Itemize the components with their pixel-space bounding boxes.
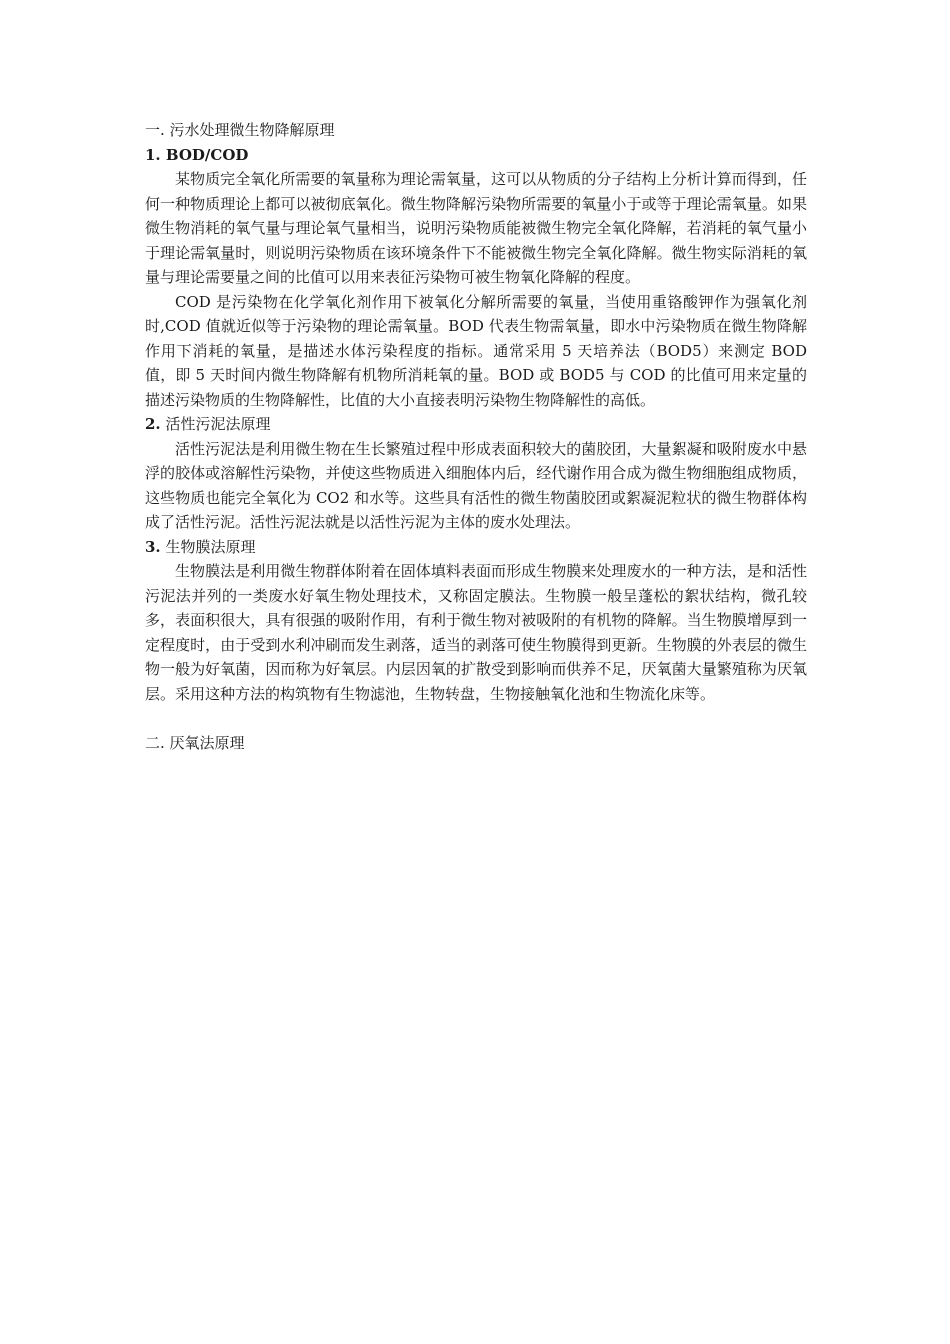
subsection-number: 2. bbox=[145, 415, 161, 433]
blank-line bbox=[145, 706, 807, 731]
paragraph-activated-sludge: 活性污泥法是利用微生物在生长繁殖过程中形成表面积较大的菌胶团，大量絮凝和吸附废水中悬浮的胶体或溶解性污染物，并使这些物质进入细胞体内后，经代谢作用合成为微生物细胞组成物质，这些物质也能完全氧化为 CO2 和水等。这些具有活性的微生物菌胶团或絮凝泥粒状的微生物群体构成了活性污泥。活性污泥法就是以活性污泥为主体的废水处理法。 bbox=[145, 439, 807, 531]
paragraph-biofilm: 生物膜法是利用微生物群体附着在固体填料表面而形成生物膜来处理废水的一种方法，是和活性污泥法并列的一类废水好氧生物处理技术，又称固定膜法。生物膜一般呈蓬松的絮状结构，微孔较多，表面积很大，具有很强的吸附作用，有利于微生物对被吸附的有机物的降解。当生物膜增厚到一定程度时，由于受到水利冲刷而发生剥落，适当的剥落可使生物膜得到更新。生物膜的外表层的微生物一般为好氧菌，因而称为好氧层。内层因氧的扩散受到影响而供养不足，厌氧菌大量繁殖称为厌氧层。采用这种方法的构筑物有生物滤池，生物转盘，生物接触氧化池和生物流化床等。 bbox=[145, 562, 807, 703]
subsection-heading-bod-cod: 1. BOD/COD bbox=[145, 145, 249, 164]
paragraph-theoretical-oxygen-demand: 某物质完全氧化所需要的氧量称为理论需氧量，这可以从物质的分子结构上分析计算而得到，任何一种物质理论上都可以被彻底氧化。微生物降解污染物所需要的氧量小于或等于理论需氧量。如果微生物消耗的氧气量与理论氧气量相当，说明污染物质能被微生物完全氧化降解，若消耗的氧气量小于理论需氧量时，则说明污染物质在该环境条件下不能被微生物完全氧化降解。微生物实际消耗的氧量与理论需要量之间的比值可以用来表征污染物可被生物氧化降解的程度。 bbox=[145, 170, 807, 286]
subsection-title: 活性污泥法原理 bbox=[165, 415, 271, 433]
subsection-heading-activated-sludge bbox=[145, 412, 807, 437]
document-body bbox=[145, 118, 807, 755]
subsection-heading-biofilm bbox=[145, 535, 807, 560]
section-heading-1: 一. 污水处理微生物降解原理 bbox=[145, 121, 335, 139]
subsection-title: 生物膜法原理 bbox=[165, 537, 256, 556]
section-heading-2: 二. 厌氧法原理 bbox=[145, 733, 245, 752]
subsection-number: 3. bbox=[145, 537, 161, 556]
paragraph-cod-bod: COD 是污染物在化学氧化剂作用下被氧化分解所需要的氧量，当使用重铬酸钾作为强氧化剂时,COD 值就近似等于污染物的理论需氧量。BOD 代表生物需氧量，即水中污染物质在微生物降解作用下消耗的氧量，是描述水体污染程度的指标。通常采用 5 天培养法（BOD5）来测定 BOD 值，即 5 天时间内微生物降解有机物所消耗氧的量。BOD 或 BOD5 与 COD 的比值可用来定量的描述污染物质的生物降解性，比值的大小直接表明污染物生物降解性的高低。 bbox=[145, 292, 807, 409]
